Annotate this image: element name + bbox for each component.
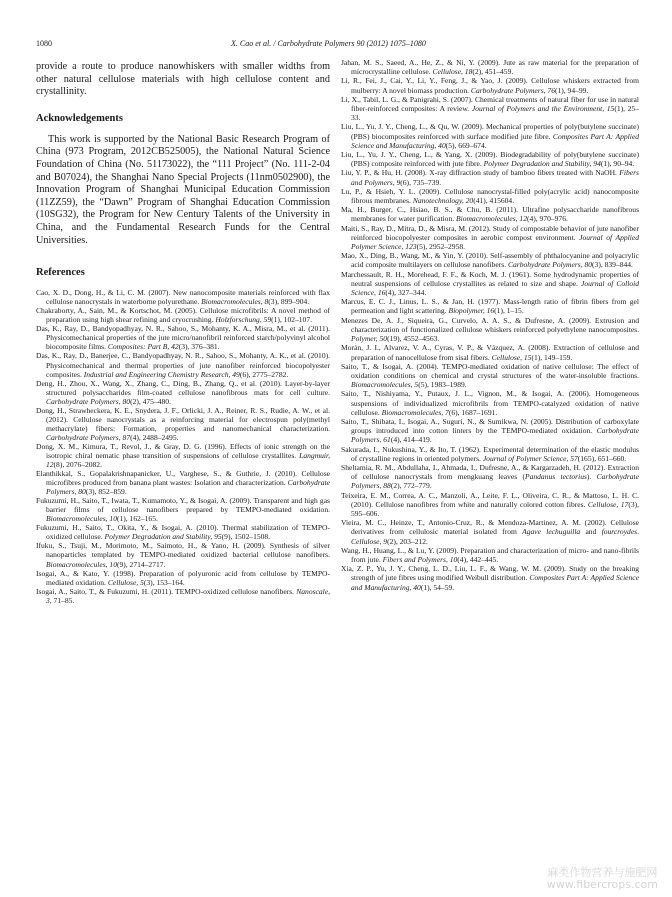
reference-text: (3), 839–844.	[592, 260, 633, 270]
reference-source: Fibers and Polymers, 9	[351, 168, 639, 187]
reference-text: Elanthikkal, S., Gopalakrishnapanicker, U., Varghese, S., & Guthrie, J. (2010). Cellulose microfibres produced from banana plant wastes: Isolation and characterization.	[36, 469, 330, 488]
reference-source: Carbohydrate Polymers, 88	[351, 472, 639, 491]
reference-source: Agave lechuguilla	[522, 527, 581, 537]
reference-text: Isogai, A., & Kato, Y. (1998). Preparation of polyuronic acid from cellulose by TEMPO-mediated oxidation.	[36, 568, 330, 587]
reference-source: Biomacromolecules, 12	[456, 214, 527, 224]
reference-entry	[341, 491, 639, 519]
references-list-left	[36, 288, 330, 605]
watermark-chinese: 麻类作物营养与施肥网	[547, 866, 658, 879]
reference-text: Fukuzumi, H., Saito, T., Okita, Y., & Isogai, A. (2010). Thermal stabilization of TEMPO-oxidized cellulose.	[36, 523, 330, 542]
reference-source: Polymer Degradation and Stability, 95	[104, 532, 222, 542]
reference-entry	[341, 224, 639, 252]
reference-text: (19), 4552–4563.	[387, 334, 440, 344]
reference-entry	[341, 205, 639, 223]
acknowledgements-heading: Acknowledgements	[36, 112, 123, 124]
reference-text: (6), 2775–2782.	[239, 369, 289, 379]
reference-source: Carbohydrate Polymers, 80	[507, 260, 593, 270]
reference-text: Mao, X., Ding, B., Wang, M., & Yin, Y. (2010). Self-assembly of phthalocyanine and polyacrylic acid composite multilayers on cellulose nanofibers.	[341, 251, 639, 270]
left-column	[36, 61, 330, 605]
reference-text: (1), 54–59.	[420, 582, 455, 592]
reference-entry	[36, 469, 330, 496]
reference-entry	[341, 76, 639, 94]
reference-text: Chakraborty, A., Sain, M., & Kortschot, M. (2005). Cellulose microfibrils: A novel method of preparation using high shear refining and cryocrushing.	[36, 306, 330, 325]
reference-text: Sheltamia, R. M., Abdullaha, I., Ahmada, I., Dufresne, A., & Kargarzadeh, H. (2012). Extraction of cellulose nanocrystals from mengkuang leaves (	[341, 462, 639, 482]
acknowledgements-paragraph: This work is supported by the National Basic Research Program of China (973 Program, 2012CB525005), the National Natural Science Foundation of China (No. 51173022), the “111 Project” (No. 111-2-04 and B07024), the Shanghai Nano Special Projects (11nm0502900), the Innovation Program of Shanghai Municipal Education Commission (11ZZ59), the “Dawn” Program of Shanghai Education Commission (10SG32), the Program for New Century Talents of the University in China, and the Fundamental Research Funds for the Central Universities.	[36, 133, 330, 246]
reference-text: Deng, H., Zhou, X., Wang, X., Zhang, C., Ding, B., Zhang, Q., et al. (2010). Layer-by-layer structured polysaccharides film-coated cellulose nanofibrous mats for cell culture.	[36, 378, 330, 397]
reference-source: Nanoscale, 3	[46, 586, 330, 605]
reference-source: Cellulose, 17	[587, 499, 629, 509]
reference-text: Lu, P., & Hsieh, Y. L. (2009). Cellulose nanocrystal-filled poly(acrylic acid) nanocomposite fibrous membranes.	[341, 186, 639, 206]
reference-text: (3), 153–164.	[143, 577, 185, 587]
reference-text: , 71–85.	[49, 595, 75, 605]
reference-entry	[341, 518, 639, 546]
reference-entry	[36, 379, 330, 406]
reference-source: Cellulose, 5	[107, 577, 144, 587]
reference-entry	[36, 442, 330, 469]
reference-entry	[36, 523, 330, 541]
reference-entry	[341, 417, 639, 445]
reference-text: (3), 595–606.	[351, 499, 639, 518]
reference-text: Liu, Y. P., & Hu, H. (2008). X-ray diffraction study of bamboo fibers treated with NaOH.	[341, 168, 620, 178]
reference-entry	[341, 546, 639, 564]
reference-text: Ifuku, S., Tsuji, M., Morimoto, M., Saimoto, H., & Yano, H. (2009). Synthesis of silver nanoparticles templated by TEMPO-mediated oxidized bacterial cellulose nanofibers.	[36, 541, 330, 560]
reference-source: Cellulose, 18	[432, 67, 473, 77]
reference-text: Li, X., Tabil, L. G., & Panigrahi, S. (2007). Chemical treatments of natural fiber for use in natural fiber-reinforced composites: A review.	[341, 94, 639, 114]
reference-entry	[341, 95, 639, 123]
reference-source: Carbohydrate Polymers, 87	[46, 432, 131, 442]
reference-text: Morán, J. I., Alvarez, V. A., Cyras, V. P., & Vázquez, A. (2008). Extraction of cellulose and preparation of nanocellulose from sisal fibers.	[341, 343, 639, 362]
reference-source: Composites Part A: Applied Science and Manufacturing, 40	[351, 573, 639, 592]
reference-text: Liu, L., Yu, J. Y., Cheng, L., & Qu, W. (2009). Mechanical properties of poly(butylene succinate) (PBS) biocomposites reinforced with surface modified jute fibre.	[341, 122, 639, 141]
reference-text: (1), 94–99.	[554, 85, 589, 95]
reference-source: Polymer Degradation and Stability, 94	[483, 159, 601, 169]
reference-text: (6), 1687–1691.	[448, 407, 498, 417]
reference-text: (1), 162–165.	[116, 514, 158, 524]
reference-text: (2), 451–459.	[472, 67, 514, 77]
reference-text: Saito, T., Nishiyama, Y., Putaux, J. L., Vignon, M., & Isogai, A. (2006). Homogeneous suspensions of individualized microfibrils from TEMPO-catalyzed oxidation of native cellulose.	[341, 389, 639, 417]
reference-entry	[36, 324, 330, 351]
reference-text: (5), 2952–2958.	[416, 242, 466, 252]
reference-text: (9), 1502–1508.	[221, 532, 271, 542]
reference-source: fourcroydes	[601, 527, 638, 537]
reference-text: Jahan, M. S., Saeed, A., He, Z., & Ni, Y. (2009). Jute as raw material for the preparation of microcrystalline cellulose.	[341, 58, 639, 77]
reference-source: Biomacromolecules, 7	[381, 407, 449, 417]
reference-text: Menezes De, A. J., Siqueira, G., Curvelo, A. A. S., & Dufresne, A. (2009). Extrusion and characterization of functionalized cellulose whiskers reinforced polyethylene nanocomposites.	[341, 315, 639, 334]
reference-entry	[341, 270, 639, 298]
reference-text: Xia, Z. P., Yu, J. Y., Cheng, L. D., Liu, L. F., & Wang, W. M. (2009). Study on the breaking strength of jute fibres using modified Weibull distribution.	[341, 564, 639, 583]
reference-source: Industrial and Engineering Chemistry Research, 49	[83, 369, 240, 379]
reference-source: Polymer, 50	[351, 334, 388, 344]
reference-source: Pandanus tectorius	[524, 472, 587, 482]
reference-entry	[341, 187, 639, 205]
reference-text: (165), 651–660.	[577, 453, 627, 463]
reference-entry	[341, 343, 639, 361]
reference-text: Marchessault, R. H., Morehead, F. F., & Koch, M. J. (1961). Some hydrodynamic properties of neutral suspensions of cellulose crystallites as related to size and shape.	[341, 269, 639, 288]
reference-source: Composites: Part B, 42	[107, 342, 179, 352]
reference-entry	[36, 288, 330, 306]
reference-text: Das, K., Ray, D., Bandyopadhyay, N. R., Sahoo, S., Mohanty, K. A., Misra, M., et al. (2011). Physicomechanical properties of the jute micro/nanofibril reinforced starch/polyvinyl alcohol biocomposite films.	[36, 324, 330, 352]
reference-text: Saito, T., & Isogai, A. (2004). TEMPO-mediated oxidation of native cellulose: The effect of oxidation conditions on chemical and crystal structures of the water-insoluble fractions.	[341, 361, 639, 380]
running-head: X. Cao et al. / Carbohydrate Polymers 90 (2012) 1075–1080	[231, 39, 426, 48]
reference-text: (5), 1983–1989.	[418, 380, 467, 390]
reference-text: Ma, H., Burger, C., Hsiao, B. S., & Chu, B. (2011). Ultrafine polysaccharide nanofibrous membranes for water purification.	[341, 205, 639, 224]
reference-text: (4), 327–344.	[385, 288, 427, 298]
reference-source: Biomacromolecules, 10	[46, 559, 117, 569]
reference-source: Journal of Colloid Science, 16	[351, 278, 639, 298]
references-heading: References	[36, 267, 85, 279]
reference-source: Carbohydrate Polymers, 80	[46, 396, 131, 406]
reference-text: (6), 735–739.	[400, 177, 442, 187]
reference-text: Cao, X. D., Dong, H., & Li, C. M. (2007). New nanocomposite materials reinforced with flax cellulose nanocrystals in waterborne polyurethane.	[36, 288, 330, 307]
reference-source: Biopolymer, 16	[448, 306, 495, 316]
reference-text: (3), 852–859.	[85, 487, 127, 497]
reference-entry	[341, 251, 639, 269]
reference-entry	[36, 569, 330, 587]
reference-source: Carbohydrate Polymers, 76	[470, 85, 555, 95]
reference-entry	[341, 362, 639, 390]
reference-source: Cellulose, 15	[491, 352, 532, 362]
reference-text: Sakurada, I., Nukushina, Y., & Ito, T. (1962). Experimental determination of the elastic modulus of crystalline regions in oriented polymers.	[341, 444, 639, 463]
reference-entry	[36, 306, 330, 324]
reference-text: Teixeira, E. M., Correa, A. C., Manzoli, A., Leite, F. L., Oliveira, C. R., & Mattoso, L. H. C. (2010). Cellulose nanofibres from white and naturally colored cotton fibres.	[341, 490, 639, 509]
reference-source: Cellulose, 9	[351, 536, 388, 546]
reference-source: Fibers and Polymers, 10	[382, 554, 458, 564]
reference-entry	[341, 389, 639, 417]
reference-source: Langmuir, 12	[46, 450, 330, 470]
reference-text: Dong, X. M., Kimura, T., Revol, J., & Gray, D. G. (1996). Effects of ionic strength on the isotropic chiral nematic phase transition of suspensions of cellulose crystallites.	[36, 441, 330, 460]
reference-text: (2), 772–779.	[390, 481, 432, 491]
reference-source: Biomacromolecules, 8	[201, 297, 269, 307]
reference-text: Maiti, S., Ray, D., Mitra, D., & Misra, M. (2012). Study of compostable behavior of jute nanofiber reinforced biocopolyester composites in aerobic compost environment.	[341, 223, 639, 242]
reference-text: Isogai, A., Saito, T., & Fukuzumi, H. (2011). TEMPO-oxidized cellulose nanofibers.	[36, 586, 297, 596]
reference-text: (3), 376–381.	[178, 342, 220, 352]
reference-text: (8), 2076–2082.	[53, 460, 102, 470]
reference-text: (4), 414–419.	[390, 435, 432, 445]
reference-source: Journal of Polymer Science, 57	[482, 453, 578, 463]
reference-text: .	[637, 527, 640, 537]
reference-text: Li, R., Fei, J., Cai, Y., Li, Y., Feng, J., & Yao, J. (2009). Cellulose whiskers extracted from mulberry: A novel biomass production.	[341, 76, 639, 95]
reference-text: (1), 102–107.	[271, 315, 312, 325]
watermark-url: www.fibercrops.com	[546, 878, 658, 891]
reference-text: (2), 203–212.	[387, 536, 428, 546]
references-list-right	[341, 58, 639, 592]
watermark	[547, 867, 658, 891]
reference-text: and	[580, 527, 602, 537]
reference-entry	[341, 122, 639, 150]
reference-text: (1), 25–33.	[351, 104, 639, 123]
reference-source: Biomacromolecules, 10	[46, 514, 117, 524]
reference-text: (41), 415604.	[473, 196, 515, 206]
intro-paragraph: provide a route to produce nanowhiskers with smaller widths from other natural cellulose materials with high cellulose content and crystallinity.	[36, 61, 330, 98]
reference-entry	[36, 496, 330, 523]
reference-source: Biomacromolecules, 5	[351, 380, 419, 390]
reference-entry	[341, 168, 639, 186]
reference-text: (5), 669–674.	[445, 140, 487, 150]
reference-source: Composites Part A: Applied Science and Manufacturing, 40	[351, 131, 639, 150]
reference-text: (1), 90–94.	[600, 159, 635, 169]
reference-entry	[341, 564, 639, 592]
reference-text: (3), 899–904.	[268, 297, 310, 307]
reference-text: Fukuzumi, H., Saito, T., Iwata, T., Kumamoto, Y., & Isogai, A. (2009). Transparent and high gas barrier films of cellulose nanofibers prepared by TEMPO-mediated oxidation.	[36, 496, 330, 515]
reference-entry	[36, 587, 330, 605]
reference-source: Journal of Applied Polymer Science, 123	[351, 232, 640, 252]
reference-source: Journal of Polymers and the Environment, 15	[471, 104, 615, 114]
reference-source: Nanotechnology, 20	[412, 196, 474, 206]
reference-entry	[341, 150, 639, 168]
reference-text: (1), 1–15.	[494, 306, 524, 316]
reference-text: (2), 475–480.	[130, 396, 171, 406]
reference-entry	[341, 58, 639, 76]
reference-text: Wang, H., Huang, L., & Lu, Y. (2009). Preparation and characterization of micro- and nano-fibrils from jute.	[341, 545, 639, 564]
reference-source: Carbohydrate Polymers, 80	[46, 478, 330, 497]
reference-source: Carbohydrate Polymers, 61	[351, 426, 639, 445]
reference-text: (9), 2714–2717.	[116, 559, 166, 569]
reference-text: (4), 442–445.	[457, 554, 499, 564]
reference-text: Dong, H., Strawheckera, K. E., Snydera, J. F., Orlicki, J. A., Reiner, R. S., Rudie, A. W., et al. (2012). Cellulose nanocrystals as a reinforcing material for electrospun poly(methyl methacrylate) fibers: Formation, properties and nanomechanical characterization.	[36, 405, 330, 433]
reference-entry	[36, 351, 330, 378]
reference-entry	[341, 463, 639, 491]
reference-text: Vieira, M. C., Heinze, T., Antonio-Cruz, R., & Mendoza-Martinez, A. M. (2002). Cellulose derivatives from cellulosic material isolated from	[341, 518, 639, 537]
reference-entry	[341, 297, 639, 315]
reference-text: Liu, L., Yu, J. Y., Cheng, L., & Yang, X. (2009). Biodegradability of poly(butylene succinate) (PBS) composite reinforced with jute fibre.	[341, 150, 639, 169]
reference-text: Das, K., Ray, D., Banerjee, C., Bandyopadhyay, N. R., Sahoo, S., Mohanty, A. K., et al. (2010). Physicomechanical and thermal properties of jute nanofiber reinforced biocopolyester composites.	[36, 351, 330, 379]
right-column	[341, 58, 639, 592]
reference-text: (1), 149–159.	[531, 352, 573, 362]
reference-entry	[36, 406, 330, 442]
reference-text: (4), 970–976.	[526, 214, 568, 224]
reference-text: (4), 2488–2495.	[130, 432, 179, 442]
reference-entry	[341, 316, 639, 344]
reference-entry	[341, 445, 639, 463]
reference-text: Saito, T., Shibata, I., Isogai, A., Suguri, N., & Sumikwa, N. (2005). Distribution of carboxylate groups introduced into cotton linters by the TEMPO-mediated oxidation.	[341, 416, 639, 436]
reference-text: ).	[586, 472, 597, 482]
reference-text: Marcus, E. C. J., Linus, L. S., & Jan, H. (1977). Mass-length ratio of fibrin fibers from gel permeation and light scattering.	[341, 297, 639, 316]
reference-source: Holzforschung, 59	[215, 315, 272, 325]
reference-entry	[36, 541, 330, 568]
page-number: 1080	[36, 39, 52, 48]
